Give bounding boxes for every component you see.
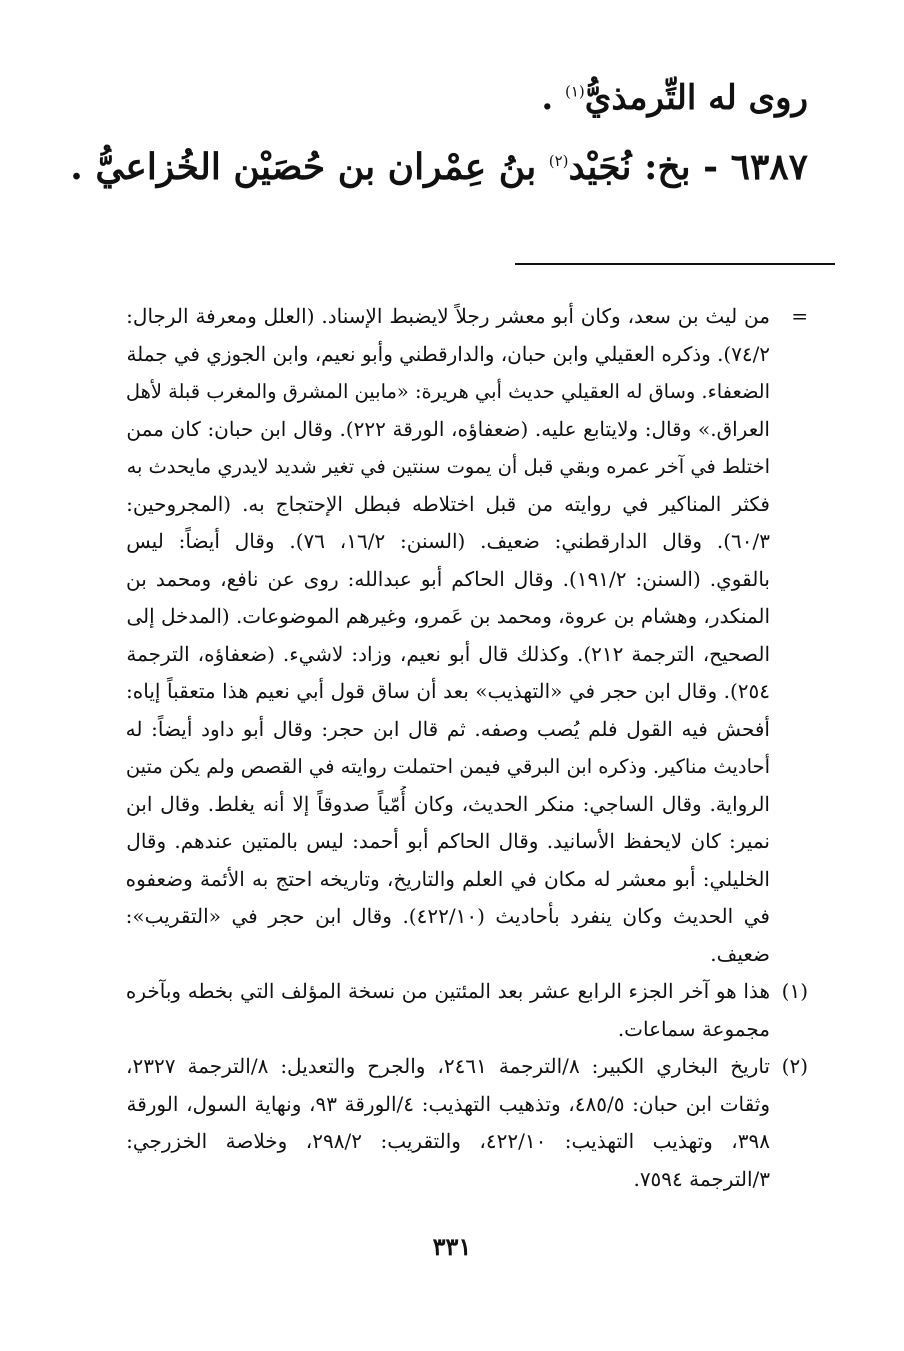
footnote-line: مجموعة سماعات. bbox=[617, 1016, 770, 1041]
footnote-line: الرواية. وقال الساجي: منكر الحديث، وكان أُمّياً صدوقاً إلا أنه يغلط. وقال ابن bbox=[126, 791, 770, 816]
footnote-line: من ليث بن سعد، وكان أبو معشر رجلاً لايضبط الإسناد. (العلل ومعرفة الرجال: bbox=[126, 304, 770, 328]
footnote-marker: (١) bbox=[781, 979, 808, 1003]
footnote-line: ضعيف. bbox=[710, 941, 770, 966]
footnote-block bbox=[126, 973, 808, 1048]
footnote-line: ٧٤/٢). وذكره العقيلي وابن حبان، والدارقطني وأبو نعيم، وابن الجوزي في جملة bbox=[126, 342, 770, 366]
footnote-line: المنكدر، وهشام بن عروة، ومحمد بن عَمرو، وغيرهم الموضوعات. (المدخل إلى bbox=[126, 605, 770, 628]
footnote-marker: = bbox=[791, 304, 808, 328]
entry-symbol: بخ: bbox=[644, 146, 691, 188]
entry-name-rest: بنُ عِمْران بن حُصَيْن الخُزاعيُّ . bbox=[70, 146, 549, 188]
footnote-line: ٦٠/٣). وقال الدارقطني: ضعيف. (السنن: ١٦/٢، ٧٦). وقال أيضاً: ليس bbox=[126, 529, 770, 553]
footnote-line: في الحديث وكان ينفرد بأحاديث (٤٢٢/١٠). وقال ابن حجر في «التقريب»: bbox=[126, 904, 770, 928]
footnote-line: ٢٥٤). وقال ابن حجر في «التهذيب» بعد أن ساق قول أبي نعيم هذا متعقباً إياه: bbox=[126, 679, 770, 703]
entry-name-first: نُجَيْد bbox=[568, 146, 645, 188]
top-line bbox=[541, 78, 808, 118]
footnotes-section bbox=[126, 298, 808, 1198]
footnote-line: اختلط في آخر عمره وبقي قبل أن يموت سنتين في تغير شديد لايدري مايحدث به bbox=[126, 455, 770, 478]
top-line-end: . bbox=[541, 78, 565, 118]
footnote-line: أفحش فيه القول فلم يُصب وصفه. ثم قال ابن حجر: وقال أبو داود أيضاً: له bbox=[126, 716, 770, 741]
footnote-divider bbox=[515, 263, 835, 265]
footnote-line: العراق.» وقال: ولايتابع عليه. (ضعفاؤه، الورقة ٢٢٢). وقال ابن حبان: كان ممن bbox=[126, 416, 770, 441]
footnote-line: هذا هو آخر الجزء الرابع عشر بعد المئتين من نسخة المؤلف التي بخطه وبآخره bbox=[126, 979, 770, 1003]
footnote-ref-1: (١) bbox=[565, 82, 585, 101]
page-number: ٣٣١ bbox=[432, 1232, 472, 1261]
entry-number: ٦٣٨٧ bbox=[730, 146, 808, 188]
footnote-line: تاريخ البخاري الكبير: ٨/الترجمة ٢٤٦١، والجرح والتعديل: ٨/الترجمة ٢٣٢٧، bbox=[126, 1054, 770, 1078]
footnote-line: نمير: كان لايحفظ الأسانيد. وقال الحاكم أبو أحمد: ليس بالمتين عندهم. وقال bbox=[126, 829, 770, 853]
footnote-line: ٣٩٨، وتهذيب التهذيب: ٤٢٢/١٠، والتقريب: ٢٩٨/٢، وخلاصة الخزرجي: bbox=[126, 1129, 770, 1153]
footnote-line: بالقوي. (السنن: ١٩١/٢). وقال الحاكم أبو عبدالله: روى عن نافع، ومحمد بن bbox=[126, 566, 770, 591]
footnote-line: الصحيح، الترجمة ٢١٢). وكذلك قال أبو نعيم، وزاد: لاشيء. (ضعفاؤه، الترجمة bbox=[126, 641, 770, 666]
footnote-line: الخليلي: أبو معشر له مكان في العلم والتاريخ، وتاريخه احتج به الأئمة وضعفوه bbox=[126, 866, 770, 891]
footnote-line: الضعفاء. وساق له العقيلي حديث أبي هريرة: «مابين المشرق والمغرب قبلة لأهل bbox=[126, 380, 770, 403]
footnote-block bbox=[126, 298, 808, 973]
entry-separator: - bbox=[690, 146, 731, 188]
top-line-text: روى له التِّرمذيُّ bbox=[584, 78, 808, 118]
footnote-line: وثقات ابن حبان: ٤٨٥/٥، وتذهيب التهذيب: ٤/الورقة ٩٣، ونهاية السول، الورقة bbox=[126, 1091, 770, 1116]
footnote-block bbox=[126, 1048, 808, 1198]
footnote-marker: (٢) bbox=[781, 1054, 808, 1078]
footnote-line: أحاديث مناكير. وذكره ابن البرقي فيمن احتملت روايته في القصص ولم يكن متين bbox=[126, 755, 770, 778]
footnote-line: فكثر المناكير في روايته من قبل اختلاطه فبطل الإحتجاج به. (المجروحين: bbox=[126, 491, 770, 516]
entry-heading bbox=[70, 146, 808, 188]
footnote-ref-2: (٢) bbox=[548, 152, 569, 170]
footnote-line: ٣/الترجمة ٧٥٩٤. bbox=[633, 1166, 770, 1191]
